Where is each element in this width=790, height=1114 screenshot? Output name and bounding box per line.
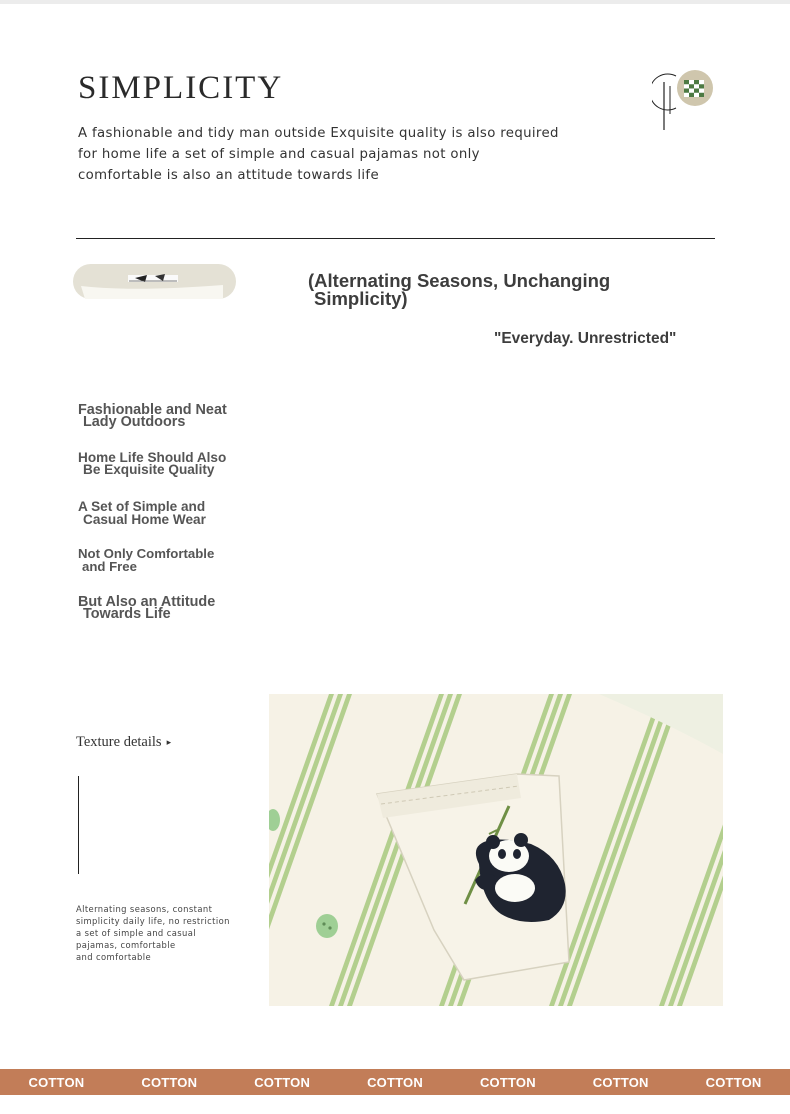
feature-line: and Free [82, 559, 137, 574]
brand-logo-icon [652, 68, 716, 134]
feature-item [78, 452, 358, 476]
texture-details-heading [76, 734, 171, 751]
cotton-banner [0, 1069, 790, 1095]
intro-paragraph [78, 123, 638, 186]
feature-item [78, 500, 358, 526]
cotton-label: COTTON [254, 1074, 311, 1090]
feature-line: Casual Home Wear [83, 512, 206, 527]
texture-description [76, 903, 251, 963]
feature-line: Towards Life [83, 606, 171, 622]
texture-vertical-rule [78, 776, 79, 874]
feature-line: Be Exquisite Quality [83, 462, 215, 477]
texture-desc-line: a set of simple and casual [76, 928, 196, 938]
intro-line: for home life a set of simple and casual pajamas not only [78, 147, 480, 162]
intro-line: comfortable is also an attitude towards life [78, 168, 379, 183]
page-title: SIMPLICITY [78, 70, 284, 106]
pajama-pocket-photo [269, 694, 723, 1006]
top-edge-bar [0, 0, 790, 4]
feature-line: Home Life Should Also [78, 450, 227, 465]
feature-line: Lady Outdoors [83, 414, 186, 430]
fabric-swatch-image [73, 264, 236, 299]
texture-desc-line: and comfortable [76, 952, 152, 962]
texture-desc-line: pajamas, comfortable [76, 940, 176, 950]
headline [308, 272, 688, 308]
cotton-label: COTTON [141, 1074, 198, 1090]
cotton-label: COTTON [479, 1074, 536, 1090]
feature-line: But Also an Attitude [78, 594, 216, 610]
intro-line: A fashionable and tidy man outside Exquisite quality is also required [78, 126, 559, 141]
feature-item [78, 547, 358, 573]
headline-subline: "Everyday. Unrestricted" [494, 330, 677, 347]
texture-details-label: Texture details [76, 734, 162, 750]
headline-line: (Alternating Seasons, Unchanging [308, 270, 611, 291]
texture-desc-line: simplicity daily life, no restriction [76, 916, 230, 926]
play-arrow-icon: ▸ [166, 737, 172, 747]
feature-line: Fashionable and Neat [78, 402, 227, 418]
cotton-label: COTTON [705, 1074, 762, 1090]
feature-line: Not Only Comfortable [78, 546, 215, 561]
texture-desc-line: Alternating seasons, constant [76, 904, 213, 914]
cotton-label: COTTON [592, 1074, 649, 1090]
headline-line: Simplicity) [314, 288, 408, 309]
cotton-label: COTTON [367, 1074, 423, 1090]
feature-line: A Set of Simple and [78, 499, 206, 514]
cotton-label: COTTON [28, 1074, 85, 1090]
section-divider [76, 238, 715, 239]
feature-item [78, 404, 358, 428]
feature-item [78, 596, 358, 620]
